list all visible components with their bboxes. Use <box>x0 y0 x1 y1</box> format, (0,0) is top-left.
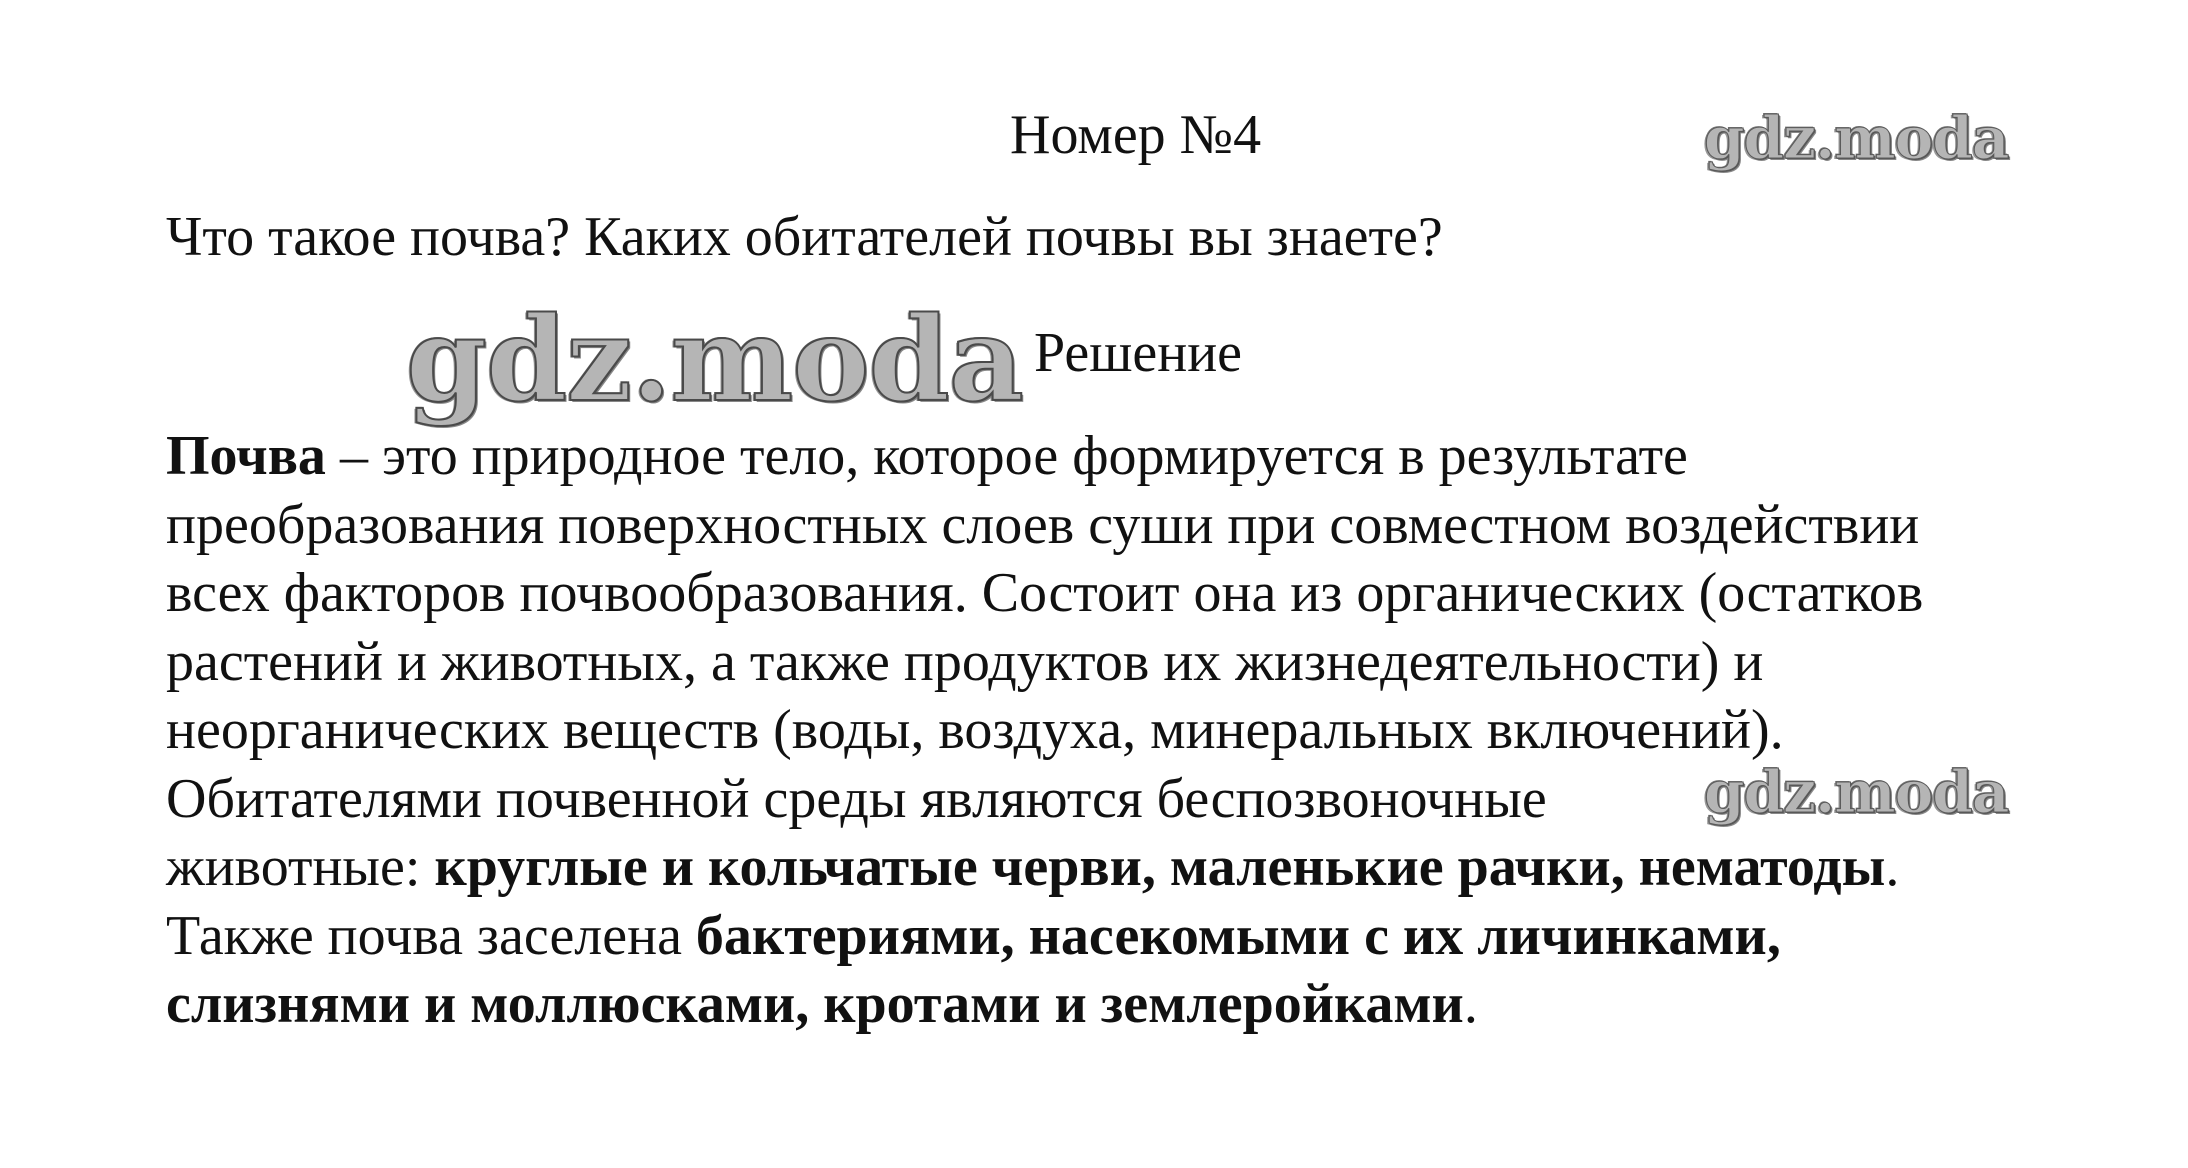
exercise-title: Номер №4 <box>1010 104 1262 166</box>
highlight-bold: круглые и кольчатые черви, маленькие рачки, нематоды <box>434 836 1886 898</box>
term-bold: Почва <box>166 425 326 487</box>
answer-line <box>166 902 2126 971</box>
answer-line <box>166 422 2126 491</box>
answer-text: животные: <box>166 836 435 898</box>
answer-line <box>166 833 2126 902</box>
watermark-logo-top: gdz.moda <box>1704 104 2009 172</box>
answer-paragraph <box>166 422 2126 1039</box>
answer-line: растений и животных, а также продуктов их жизнедеятельности) и <box>166 630 1764 693</box>
watermark-logo-large: gdz.moda <box>406 292 1023 428</box>
answer-text: – это природное тело, которое формируется в результате <box>325 425 1688 487</box>
solution-heading: Решение <box>1034 322 1243 384</box>
answer-text: . <box>1885 836 1900 898</box>
answer-line: неорганических веществ (воды, воздуха, минеральных включений). <box>166 699 1784 761</box>
answer-line: Обитателями почвенной среды являются беспозвоночные <box>166 767 1547 830</box>
answer-text: Также почва заселена <box>166 904 696 967</box>
question-text: Что такое почва? Каких обитателей почвы вы знаете? <box>166 206 1443 268</box>
answer-line <box>166 970 2126 1039</box>
watermark-logo-lower: gdz.moda <box>1704 758 2009 826</box>
answer-line: преобразования поверхностных слоев суши при совместном воздействии <box>166 493 1920 556</box>
highlight-bold: бактериями, насекомыми с их личинками, <box>695 904 1781 967</box>
highlight-bold: слизнями и моллюсками, кротами и землеройками <box>166 973 1464 1035</box>
answer-text: . <box>1463 973 1478 1035</box>
answer-line: всех факторов почвообразования. Состоит она из органических (остатков <box>166 562 1924 624</box>
